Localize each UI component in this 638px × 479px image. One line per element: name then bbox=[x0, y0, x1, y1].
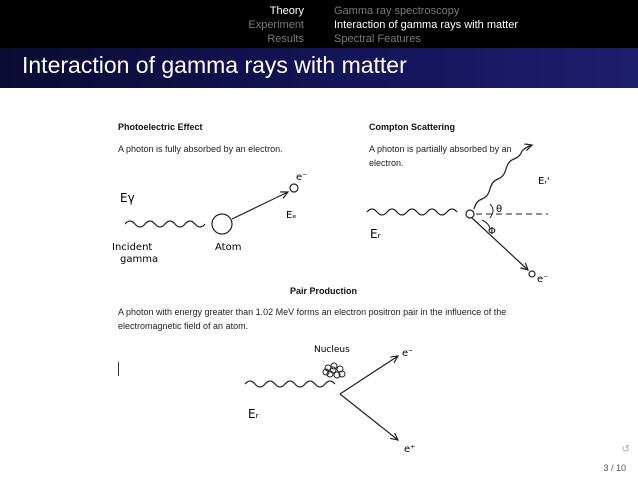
nav-subsection-spectral-features[interactable]: Spectral Features bbox=[334, 33, 421, 45]
pair-description: A photon with energy greater than 1.02 MeV forms an electron positron pair in the influence of the electromagnetic field of an atom. bbox=[118, 307, 507, 331]
nav-section-results[interactable]: Results bbox=[267, 33, 304, 45]
page-number: 3 / 10 bbox=[603, 463, 626, 473]
photoelectric-electron-path bbox=[232, 192, 288, 219]
photoelectric-electron bbox=[290, 184, 298, 192]
photoelectric-incident-wave bbox=[125, 221, 205, 227]
photoelectric-atom bbox=[212, 214, 232, 234]
compton-electron bbox=[466, 210, 474, 218]
pair-label-positron: e⁺ bbox=[404, 444, 416, 455]
pair-label-egamma: Eᵣ bbox=[248, 407, 259, 421]
interaction-diagrams bbox=[0, 88, 638, 479]
compton-incident-wave bbox=[367, 209, 457, 215]
pair-heading: Pair Production bbox=[290, 286, 358, 296]
pair-nucleus bbox=[323, 363, 345, 378]
pair-electron-path bbox=[340, 356, 398, 394]
compton-label-egamma-prime: Eᵣ' bbox=[538, 176, 550, 187]
nav-subsection-gamma-ray-spectroscopy[interactable]: Gamma ray spectroscopy bbox=[334, 5, 460, 17]
compton-label-electron: e⁻ bbox=[537, 274, 549, 285]
nav-section-experiment[interactable]: Experiment bbox=[248, 19, 304, 31]
pair-label-nucleus: Nucleus bbox=[314, 345, 350, 355]
section-list bbox=[248, 4, 304, 46]
compton-scattered-wave bbox=[474, 145, 532, 209]
pair-positron-path bbox=[340, 394, 398, 440]
compton-label-phi: Φ bbox=[488, 226, 496, 237]
compton-recoil-electron bbox=[529, 271, 535, 277]
frame-title-bar bbox=[0, 48, 638, 88]
frame-title: Interaction of gamma rays with matter bbox=[22, 52, 407, 78]
pair-incident-wave bbox=[245, 381, 335, 387]
compton-recoil-path bbox=[472, 218, 528, 270]
photoelectric-label-gamma: gamma bbox=[120, 254, 159, 265]
slide-content bbox=[0, 88, 638, 479]
nav-subsection-interaction[interactable]: Interaction of gamma rays with matter bbox=[334, 19, 519, 31]
pair-label-electron: e⁻ bbox=[402, 348, 414, 359]
photoelectric-label-electron: e⁻ bbox=[296, 172, 308, 183]
photoelectric-label-egamma: Eγ bbox=[120, 191, 135, 205]
nav-section-theory[interactable]: Theory bbox=[269, 5, 304, 17]
navigation-bar bbox=[0, 0, 638, 48]
beamer-navigation-icon[interactable]: ↺ bbox=[621, 444, 630, 455]
photoelectric-heading: Photoelectric Effect bbox=[118, 122, 203, 132]
photoelectric-label-atom: Atom bbox=[215, 242, 242, 253]
photoelectric-description: A photon is fully absorbed by an electron. bbox=[118, 144, 283, 154]
photoelectric-label-ee: Eₑ bbox=[286, 210, 297, 221]
subsection-list bbox=[334, 4, 518, 46]
compton-label-theta: θ bbox=[496, 204, 503, 215]
compton-heading: Compton Scattering bbox=[369, 122, 456, 132]
compton-description: A photon is partially absorbed by an electron. bbox=[369, 144, 512, 168]
compton-label-egamma: Eᵣ bbox=[370, 227, 381, 241]
compton-theta-arc bbox=[490, 204, 493, 218]
photoelectric-label-incident: Incident bbox=[112, 242, 153, 253]
